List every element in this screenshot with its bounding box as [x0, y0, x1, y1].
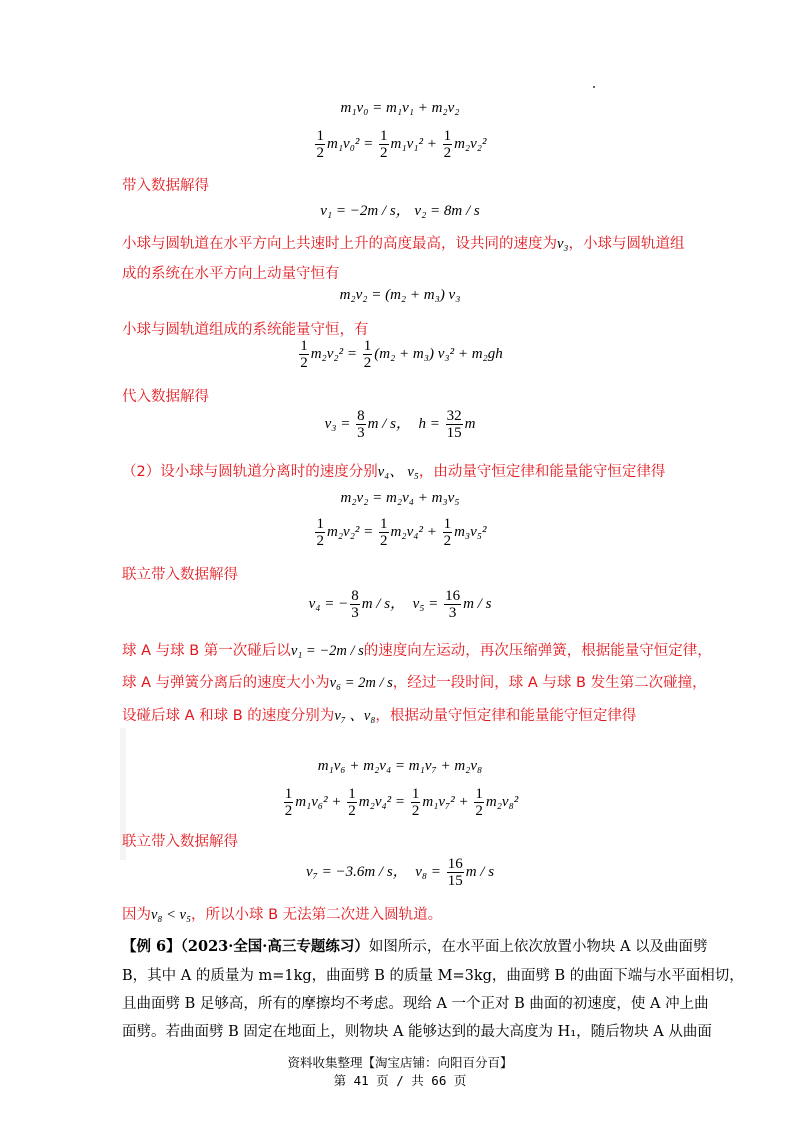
result-v7-v8: v₇ = −3.6m / s， v₈ = $\frac{16}{15}$ m / s [305, 856, 495, 889]
paragraph-common-velocity-line1: 小球与圆轨道在水平方向上共速时上升的高度最高，设共同的速度为v₃，小球与圆轨道组 [122, 236, 685, 252]
var-v3: v₃ [557, 236, 569, 252]
example-6-line3: 且曲面劈 B 足够高，所有的摩擦均不考虑。现给 A 一个正对 B 曲面的初速度，使 A 冲上曲 [122, 996, 709, 1012]
stray-dot-mark [593, 86, 595, 88]
energy-equation-2: $\frac{1}{2}$ m₂v₂² = $\frac{1}{2}$ (m₂ + m₃) v₃² + m₂gh [300, 338, 503, 371]
paragraph-common-velocity-line2: 成的系统在水平方向上动量守恒有 [122, 266, 340, 282]
paragraph-energy-conservation: 小球与圆轨道组成的系统能量守恒，有 [122, 322, 369, 338]
part-2-heading: （2）设小球与圆轨道分离时的速度分别v₄、 v₅，由动量守恒定律和能量能守恒定律得 [122, 464, 666, 480]
result-v3-h: v₃ = $\frac{8}{3}$ m / s， h = $\frac{32}{15}$ m [324, 408, 476, 441]
example-6-line4: 面劈。若曲面劈 B 固定在地面上，则物块 A 能够达到的最大高度为 H₁，随后物块 A 从曲面 [122, 1024, 712, 1040]
joint-label-2: 联立带入数据解得 [122, 834, 238, 850]
energy-equation-4: $\frac{1}{2}$ m₁v₆² + $\frac{1}{2}$ m₂v₄² = $\frac{1}{2}$ m₁v₇² + $\frac{1}{2}$ m₂v₈² [284, 786, 519, 819]
paragraph-first-collision: 球 A 与球 B 第一次碰后以v₁ = −2m / s的速度向左运动，再次压缩弹簧，根据能量守恒定律， [122, 643, 712, 659]
example-6-line2: B，其中 A 的质量为 m=1kg，曲面劈 B 的质量 M=3kg，曲面劈 B 的曲面下端与水平面相切， [122, 968, 744, 984]
paragraph-second-collision: 设碰后球 A 和球 B 的速度分别为v₇ 、v₈，根据动量守恒定律和能量能守恒定律得 [122, 708, 637, 724]
momentum-equation-2: m₂v₂ = (m₂ + m₃) v₃ [339, 287, 461, 303]
momentum-equation-3: m₂v₂ = m₂v₄ + m₃v₅ [340, 490, 460, 506]
energy-equation-3: $\frac{1}{2}$ m₂v₂² = $\frac{1}{2}$ m₂v₄² + $\frac{1}{2}$ m₃v₅² [316, 516, 487, 549]
conclusion: 因为v₈ < v₅，所以小球 B 无法第二次进入圆轨道。 [122, 907, 443, 923]
footer-source: 资料收集整理【淘宝店铺：向阳百分百】 [287, 1055, 513, 1070]
fraction-half: $\frac{1}{2}$ [316, 128, 324, 161]
substitute-label-2: 代入数据解得 [122, 389, 209, 405]
eq2-lhs: m₁v₀² [326, 135, 360, 152]
result-v1-v2: v₁ = −2m / s， v₂ = 8m / s [320, 203, 480, 219]
energy-equation-1: $\frac{1}{2}$ m₁v₀² = $\frac{1}{2}$ m₁v₁² + $\frac{1}{2}$ m₂v₂² [316, 128, 487, 161]
fraction-half: $\frac{1}{2}$ [443, 128, 452, 161]
fraction-half: $\frac{1}{2}$ [380, 128, 388, 161]
result-v4-v5: v₄ = − $\frac{8}{3}$ m / s， v₅ = $\frac{16}{3}$ m / s [308, 588, 492, 621]
eq2-term-1: m₁v₁² + [390, 135, 437, 152]
example-source: （2023·全国·高三专题练习） [180, 938, 369, 955]
example-label: 【例 6】 [122, 938, 181, 955]
eq2-term-2: m₂v₂² [454, 135, 487, 152]
paragraph-spring-separation: 球 A 与弹簧分离后的速度大小为v₆ = 2m / s，经过一段时间，球 A 与球 B 发生第二次碰撞， [122, 675, 707, 691]
example-6-line1: 【例 6】（2023·全国·高三专题练习）如图所示，在水平面上依次放置小物块 A 以及曲面劈 [122, 938, 708, 955]
joint-label-1: 联立带入数据解得 [122, 567, 238, 583]
substitute-label-1: 带入数据解得 [122, 178, 209, 194]
page-number: 第 41 页 / 共 66 页 [333, 1073, 467, 1088]
momentum-equation-1: m₁v₀ = m₁v₁ + m₂v₂ [340, 100, 460, 116]
momentum-equation-4: m₁v₆ + m₂v₄ = m₁v₇ + m₂v₈ [317, 758, 483, 774]
